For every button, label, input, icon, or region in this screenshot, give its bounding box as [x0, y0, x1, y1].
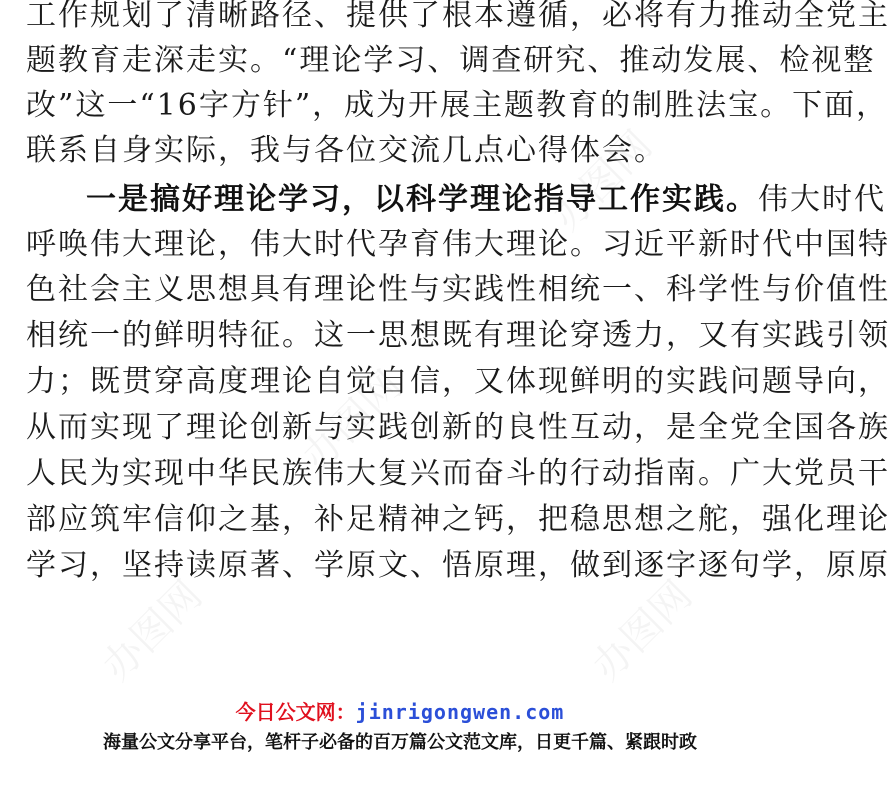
paragraph-line: 呼唤伟大理论，伟大时代孕育伟大理论。习近平新时代中国特	[26, 227, 890, 262]
footer-domain-link[interactable]: jinrigongwen.com	[355, 700, 565, 724]
paragraph-line: 人民为实现中华民族伟大复兴而奋斗的行动指南。广大党员干	[26, 456, 890, 491]
section-first-line-rest: 伟大时代	[758, 182, 886, 217]
footer-site-title	[0, 698, 800, 726]
paragraph-line: 力；既贯穿高度理论自觉自信，又体现鲜明的实践问题导向，	[26, 364, 890, 399]
section-heading: 一是搞好理论学习，以科学理论指导工作实践。	[86, 182, 758, 217]
footer-brand: 今日公文网：	[235, 700, 356, 724]
paragraph-line: 改”这一“16字方针”，成为开展主题教育的制胜法宝。下面，	[26, 88, 889, 123]
paragraph-line: 从而实现了理论创新与实践创新的良性互动，是全党全国各族	[26, 410, 890, 445]
paragraph-line: 工作规划了清晰路径、提供了根本遵循，必将有力推动全党主	[26, 0, 890, 33]
paragraph-line: 相统一的鲜明特征。这一思想既有理论穿透力，又有实践引领	[26, 318, 890, 353]
paragraph-line: 部应筑牢信仰之基，补足精神之钙，把稳思想之舵，强化理论	[26, 502, 890, 537]
paragraph-line: 题教育走深走实。“理论学习、调查研究、推动发展、检视整	[26, 43, 876, 78]
paragraph-line: 色社会主义思想具有理论性与实践性相统一、科学性与价值性	[26, 272, 890, 307]
paragraph-line: 联系自身实际，我与各位交流几点心得体会。	[26, 133, 666, 168]
footer-tagline: 海量公文分享平台，笔杆子必备的百万篇公文范文库，日更千篇、紧跟时政	[103, 732, 697, 753]
paragraph-line: 学习，坚持读原著、学原文、悟原理，做到逐字逐句学，原原	[26, 548, 890, 583]
section-first-line	[86, 180, 886, 220]
